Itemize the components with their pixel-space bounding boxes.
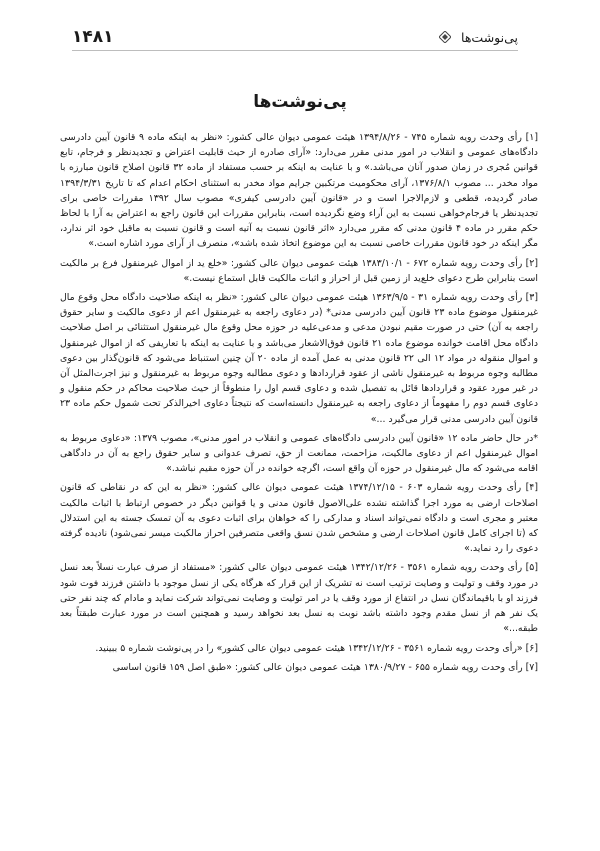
note-text: رأی وحدت رویه شماره ۶۷۲ - ۱۳۸۳/۱۰/۱ هیئت عمومی دیوان عالی کشور: «خلع ید از اموال غیرمنقول فرع بر مالکیت است بنابراین طرح دعوای خلع‌ید از زمین قبل از احراز و اثبات مالکیت قابل استماع نیست.» [60,257,538,284]
note-ref: [۳] [525,292,538,304]
diamond-ornament-icon [439,31,451,43]
note-text: رأی وحدت رویه شماره ۳۱ - ۱۳۶۳/۹/۵ هیئت عمومی دیوان عالی کشور: «نظر به اینکه صلاحیت دادگاه محل وقوع مال غیرمنقول موضوع ماده ۲۳ قانون آیین دادرسی مدنی* (در دعاوی راجعه به غیرمنقول اعم از دعوی مالکیت و سایر حقوق راجعه به آن) حتی در صورت مقیم نبودن مدعی و مدعی‌علیه در حوزه محل وقوع مال غیرمنقول استثنائی بر اصل صلاحیت دادگاه محل اقامت خوانده موضوع ماده ۲۱ قانون فوق‌الاشعار می‌باشد و با عنایت به اینکه با تعاریفی که از اموال غیرمنقول و اموال منقوله در مواد ۱۲ الی ۲۲ قانون مدنی به عمل آمده از ماده ۲۰ آن چنین استنباط می‌شود که قانون‌گذار بین دعوی مطالبه وجوه مربوط به غیرمنقول ناشی از عقود قراردادها و دعوی مطالبه وجوه مربوط به غیرمنقول و نیز اجرت‌المثل آن در غیر مورد عقود و قراردادها قائل به تفصیل شده و دعاوی قسم اول را منطوقاً از حیث صلاحیت محاکم در حکم منقول و دعاوی قسم دوم را مفهوماً از دعاوی راجعه به غیرمنقول دانسته‌است که نتیجتاً دعاوی اخیرالذکر تحت شمول حکم ماده ۲۳ قانون آیین دادرسی مدنی قرار می‌گیرد ...» [60,292,539,425]
note-7 [60,660,538,675]
note-text: رأی وحدت رویه شماره ۳۵۶۱ - ۱۳۴۲/۱۲/۲۶ هیئت عمومی دیوان عالی کشور: «مستفاد از صرف عبارت نسلاً بعد نسل در مورد وقف و تولیت و وصایت ترتیب است نه تشریک از این قرار که هرگاه یکی از نسل موجود با داشتن فرزند فوت شود فرزند او با باقیماندگان نسل در انتفاع از مورد وقف یا در امر تولیت و وصایت نمی‌تواند شرکت نماید و مادام که چند نفر حتی یک نفر هم از نسل مقدم وجود داشته باشد نوبت به نسل بعد نخواهد رسید و همچنین است در مورد عبارت طبقتاً بعد طبقه...» [60,562,538,635]
note-6 [60,641,538,656]
note-text: رأی وحدت رویه شماره ۶۵۵ - ۱۳۸۰/۹/۲۷ هیئت عمومی دیوان عالی کشور: «طبق اصل ۱۵۹ قانون اساسی [112,661,523,673]
note-ref: [۶] [525,642,538,654]
note-ref: [۴] [525,482,538,494]
note-text: رأی وحدت رویه شماره ۶۰۳ - ۱۳۷۴/۱۲/۱۵ هیئت عمومی دیوان عالی کشور: «نظر به این که در نقاطی که قانون اصلاحات ارضی به مورد اجرا گذاشته نشده علی‌الاصول قانون مدنی و یا قوانین دیگر در خصوص ارتباط با اثبات مالکیت معتبر و مجری است و دادگاه نمی‌تواند اسناد و مدارکی را که خواهان برای اثبات دعوی به آن تمسک جسته به این استدلال که (تا اجرای کامل قانون اصلاحات ارضی و مشخص شدن نسق واقعی متصرفین احراز مالکیت میسر نمی‌شود) نادیده گرفته دعوی را رد نماید.» [60,482,538,555]
notes-list [60,130,538,679]
note-2 [60,256,538,286]
note-3 [60,290,538,427]
note-text: *در حال حاضر ماده ۱۲ «قانون آیین دادرسی دادگاه‌های عمومی و انقلاب در امور مدنی»، مصوب ۱۳۷۹: «دعاوی مربوط به اموال غیرمنقول اعم از دعاوی مالکیت، مزاحمت، ممانعت از حق، تصرف عدوانی و سایر حقوق راجع به آن در دادگاهی اقامه می‌شود که مال غیرمنقول در حوزه آن واقع است، اگرچه خوانده در آن حوزه مقیم نباشد.» [60,432,539,475]
note-text: «رأی وحدت رویه شماره ۳۵۶۱ - ۱۳۴۲/۱۲/۲۶ هیئت عمومی دیوان عالی کشور» را در پی‌نوشت شماره ۵ ببینید. [95,642,523,654]
note-ref: [۲] [525,257,539,269]
running-header [72,24,518,51]
note-ref: [۱] [525,132,539,143]
section-title: پی‌نوشت‌ها [253,92,347,112]
header-title-group [439,30,518,45]
page-number: ۱۴۸۱ [72,27,114,47]
note-3-footnote [60,431,538,477]
note-text: رأی وحدت رویه شماره ۷۴۵ - ۱۳۹۴/۸/۲۶ هیئت عمومی دیوان عالی کشور: «نظر به اینکه ماده ۹ قانون آیین دادرسی دادگاه‌های عمومی و انقلاب در امور مدنی مقرر می‌دارد: «آرای صادره از حیث قابلیت اعتراض و تجدیدنظر و فرجام، تابع قوانین مُجری در زمان صدور آنان می‌باشد.» و با عنایت به اینکه بر حسب مستفاد از ماده ۳۲ قانون اصلاح قانون مبارزه با مواد مخدر ... مصوب ۱۳۷۶/۸/۱، آرای محکومیت مرتکبین جرایم مواد مخدر به استثنای احکام اعدام که تا تاریخ ۱۳۹۴/۳/۳۱ صادر گردیده، قطعی و لازم‌الاجرا است و در «قانون آیین دادرسی کیفری» مصوب سال ۱۳۹۲ مقررات خاصی برای تجدیدنظر یا فرجام‌خواهی نسبت به این آراء وضع نگردیده است، بنابراین مقررات این قانون راجع به اعتراض به آرا با لحاظ حکم مقرر در ماده ۴ قانون مدنی که مقرر می‌دارد «اثر قانون نسبت به آتیه است و قانون نسبت به ماقبل خود اثر ندارد، مگر اینکه در خود قانون مقررات خاصی نسبت به این موضوع اتخاذ شده باشد»، منصرف از آرای مورد اشاره است.» [60,132,538,250]
note-4 [60,480,538,556]
note-5 [60,560,538,636]
note-1 [60,130,538,252]
note-ref: [۵] [525,562,538,574]
note-ref: [۷] [525,661,538,673]
header-title: پی‌نوشت‌ها [461,29,518,45]
